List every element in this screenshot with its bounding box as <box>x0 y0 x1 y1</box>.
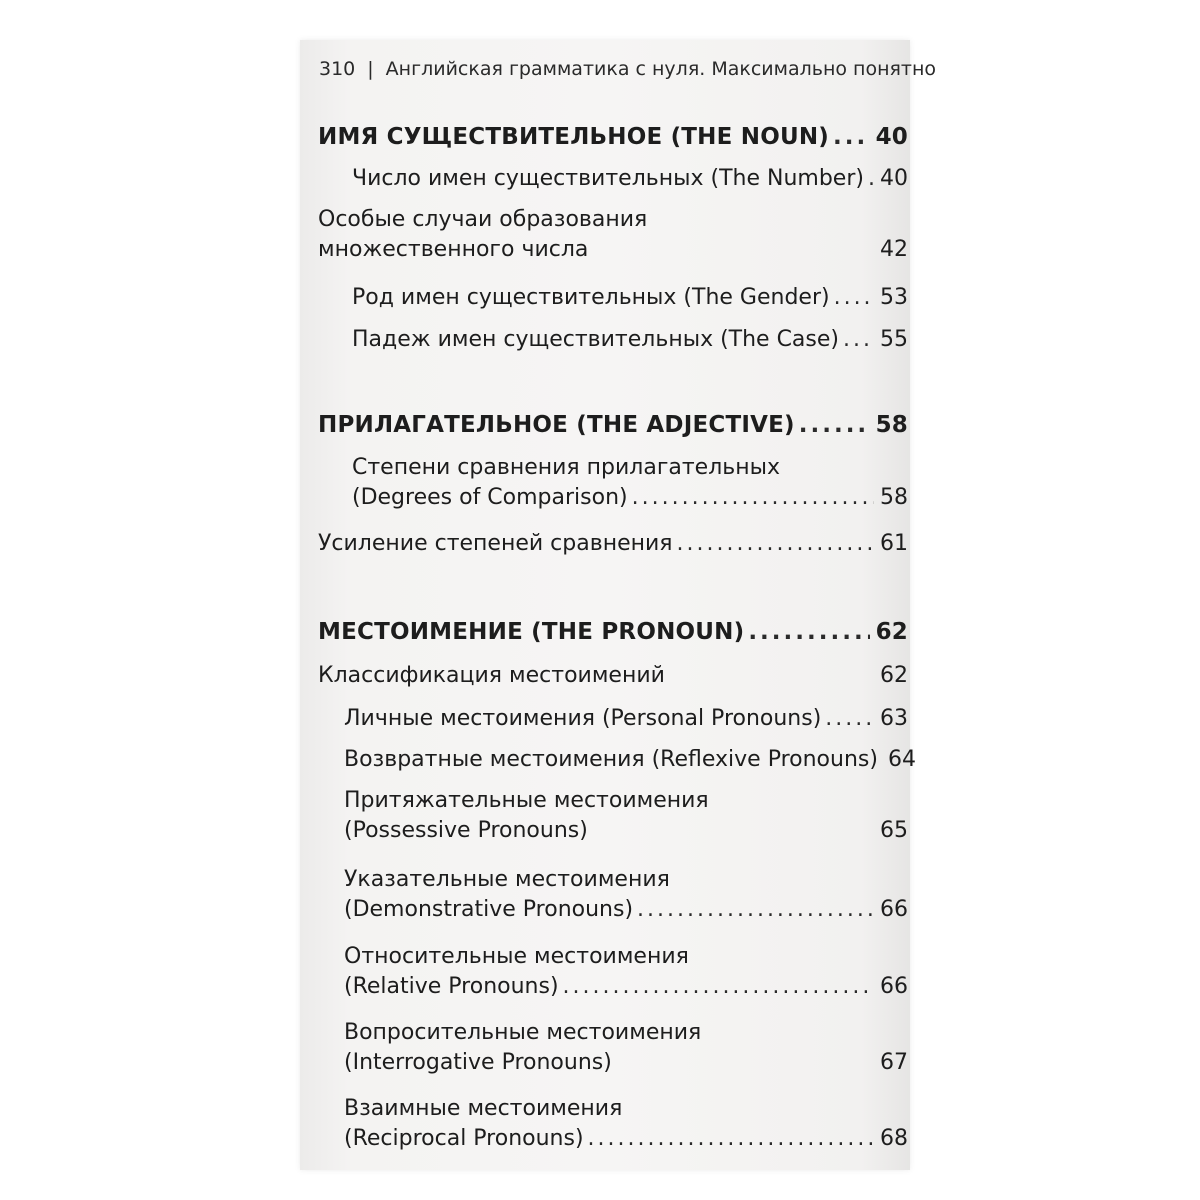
toc-entry-title: Род имен существительных (The Gender) <box>352 285 830 310</box>
toc-entry-page: 58 <box>875 412 908 438</box>
toc-entry-page: 68 <box>880 1126 908 1151</box>
toc-entry-title-line1: Особые случаи образования <box>318 207 648 232</box>
toc-entry-title-line2: (Relative Pronouns) <box>344 974 559 999</box>
dot-leader <box>799 410 870 440</box>
toc-entry-page: 53 <box>880 285 908 310</box>
toc-entry-demonstrative <box>344 865 908 925</box>
toc-entry-page: 62 <box>880 663 908 688</box>
toc-entry-title-line2: множественного числа <box>318 237 589 262</box>
toc-entry-page: 55 <box>880 327 908 352</box>
toc-entry-title-line2: (Possessive Pronouns) <box>344 818 588 843</box>
toc-entry-title-line1: Относительные местоимения <box>344 944 689 969</box>
dot-leader <box>833 122 870 152</box>
toc-entry-reciprocal <box>344 1094 908 1154</box>
toc-entry-intensification <box>318 529 908 559</box>
toc-entry-title: Возвратные местоимения (Reflexive Pronouns) <box>344 747 878 772</box>
toc-entry-title: Число имен существительных (The Number) <box>352 166 864 191</box>
toc-entry-personal <box>344 704 908 734</box>
dot-leader <box>748 617 869 647</box>
toc-entry-page: 58 <box>880 485 908 510</box>
toc-entry-title-line1: Степени сравнения прилагательных <box>352 455 781 480</box>
toc-entry-classification <box>318 661 908 691</box>
toc-entry-page: 65 <box>880 818 908 843</box>
toc-entry-case <box>352 325 908 355</box>
toc-entry-relative <box>344 942 908 1002</box>
toc-entry-number <box>352 164 908 194</box>
toc-entry-page: 62 <box>875 619 908 645</box>
toc-entry-page: 66 <box>880 974 908 999</box>
toc-entry-degrees <box>352 453 908 513</box>
toc-entry-plural <box>318 205 908 265</box>
toc-entry-page: 64 <box>887 747 916 772</box>
dot-leader <box>588 1124 874 1154</box>
toc-entry-title-line1: Притяжательные местоимения <box>344 788 709 813</box>
toc-entry-title-line2: (Demonstrative Pronouns) <box>344 897 634 922</box>
toc-entry-interrogative <box>344 1018 908 1078</box>
dot-leader <box>868 164 874 194</box>
toc-entry-title-line2: (Degrees of Comparison) <box>352 485 628 510</box>
toc-entry-possessive <box>344 786 908 846</box>
toc-entry-title: МЕСТОИМЕНИЕ (THE PRONOUN) <box>318 619 745 645</box>
toc-entry-title-line1: Взаимные местоимения <box>344 1096 623 1121</box>
toc-entry-title: ПРИЛАГАТЕЛЬНОЕ (THE ADJECTIVE) <box>318 412 795 438</box>
toc-entry-title-line2: (Reciprocal Pronouns) <box>344 1126 584 1151</box>
book-title: Английская грамматика с нуля. Максимально понятно <box>385 58 937 80</box>
toc-entry-title: Личные местоимения (Personal Pronouns) <box>344 706 822 731</box>
dot-leader <box>677 529 874 559</box>
toc-entry-reflexive <box>344 745 916 775</box>
dot-leader <box>834 283 874 313</box>
toc-entry-title-line2: (Interrogative Pronouns) <box>344 1050 612 1075</box>
dot-leader <box>632 483 874 513</box>
dot-leader <box>637 895 874 925</box>
toc-entry-page: 40 <box>880 166 908 191</box>
toc-entry-page: 42 <box>880 237 908 262</box>
toc-entry-gender <box>352 283 908 313</box>
header-separator: | <box>367 58 374 80</box>
toc-entry-page: 66 <box>880 897 908 922</box>
toc-entry-title: Падеж имен существительных (The Case) <box>352 327 839 352</box>
toc-entry-adjective <box>318 410 908 440</box>
toc-entry-title: ИМЯ СУЩЕСТВИТЕЛЬНОЕ (THE NOUN) <box>318 124 829 150</box>
toc-entry-page: 67 <box>880 1050 908 1075</box>
toc-entry-pronoun <box>318 617 908 647</box>
toc-entry-title-line1: Вопросительные местоимения <box>344 1020 702 1045</box>
dot-leader <box>563 972 874 1002</box>
toc-entry-page: 61 <box>880 531 908 556</box>
dot-leader <box>843 325 874 355</box>
dot-leader <box>825 704 874 734</box>
toc-entry-page: 63 <box>880 706 908 731</box>
toc-entry-title-line1: Указательные местоимения <box>344 867 670 892</box>
page-number: 310 <box>319 58 356 80</box>
toc-entry-title: Классификация местоимений <box>318 663 665 688</box>
toc-entry-title: Усиление степеней сравнения <box>318 531 673 556</box>
toc-entry-noun <box>318 122 908 152</box>
toc-entry-page: 40 <box>875 124 908 150</box>
